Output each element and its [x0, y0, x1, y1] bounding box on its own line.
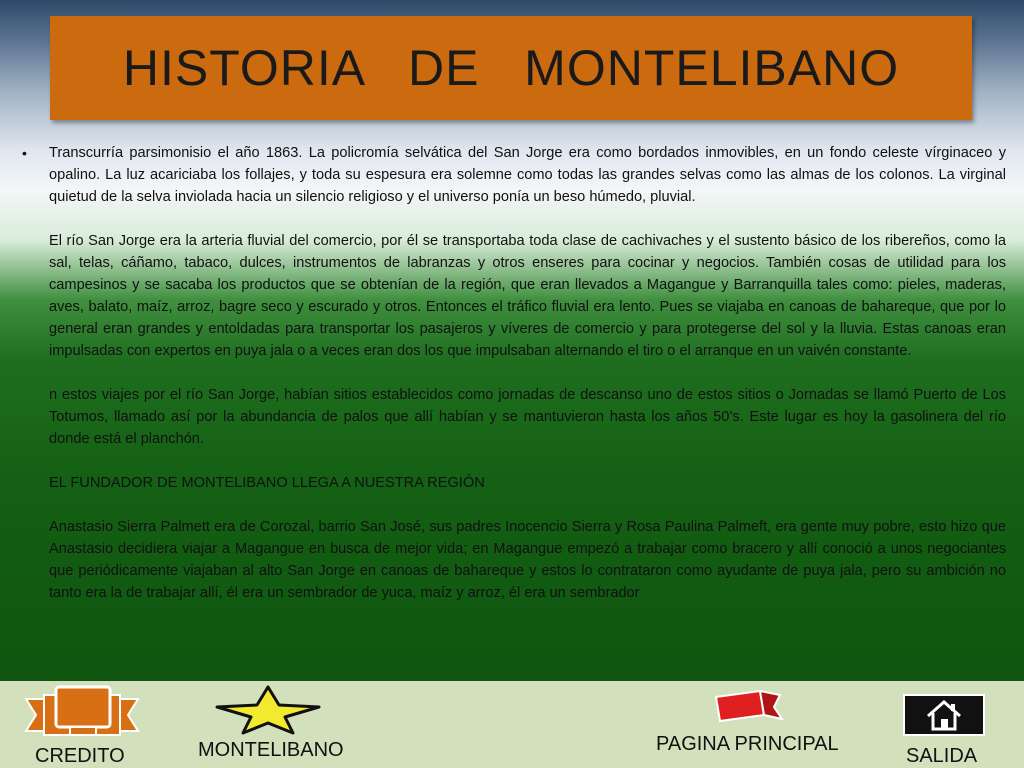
- paragraph: Transcurría parsimonisio el año 1863. La policromía selvática del San Jorge era como bordados inmovibles, en un fondo celeste vírginaceo y opalino. La luz acariciaba los follajes, y toda su espesura era solemne como todas las grandes selvas como las almas de los colonos. La virginal quietud de la selva inviolada hacia un silencio religioso y el universo ponía un beso húmedo, pluvial.: [49, 145, 1006, 205]
- credito-label: CREDITO: [35, 745, 125, 767]
- paragraph: El río San Jorge era la arteria fluvial del comercio, por él se transportaba toda clase de cachivaches y el sustento básico de los ribereños, como la sal, telas, cáñamo, tabaco, dulces, instrumentos de labranzas y otros enseres para cocinar y negocios. También cosas de utilidad para los campesinos y se sacaba los productos que se obtenían de la región, que eran llevados a Magangue y Barranquilla tales como: pieles, maderas, aves, balato, maíz, arroz, bagre seco y escurado y otros. Entonces el tráfico fluvial era lento. Pues se viajaba en canoas de bahareque, que por lo general eran grandes y entoldadas para transportar los pasajeros y víveres de comercio y para protegerse del sol y la lluvia. Estas canoas eran impulsadas con expertos en puya jala o a veces eran dos los que impulsaban alternando el tiro o el arranque en un vaivén constante.: [49, 233, 1006, 359]
- ribbon-monitor-icon: [22, 685, 142, 745]
- flag-icon: [712, 687, 784, 727]
- paragraph-list: [49, 142, 1006, 604]
- star-icon: [213, 685, 323, 735]
- pagina-principal-label: PAGINA PRINCIPAL: [656, 733, 839, 755]
- content-area: [22, 142, 1006, 604]
- title-banner: [50, 16, 972, 120]
- montelibano-button[interactable]: [190, 681, 370, 768]
- page-title: HISTORIA DE MONTELIBANO: [122, 40, 900, 96]
- salida-button[interactable]: [895, 681, 995, 768]
- paragraph: n estos viajes por el río San Jorge, habían sitios establecidos como jornadas de descanso uno de estos sitios o Jornadas se llamó Puerto de Los Totumos, llamado así por la abundancia de palos que allí habían y se mantuvieron hasta los años 50’s. Este lugar es hoy la gasolinera del río donde está el planchón.: [49, 387, 1006, 447]
- paragraph: Anastasio Sierra Palmett era de Corozal, barrio San José, sus padres Inocencio Sierra y Rosa Paulina Palmeft, era gente muy pobre, esto hizo que Anastasio decidiera viajar a Magangue en busca de mejor vida; en Magangue empezó a trabajar como bracero y allí conoció a unos negociantes que periódicamente viajaban al alto San Jorge en canoas de bahareque y estos lo contrataron como ayudante de puya jala, pero su ambición no tanto era la de trabajar allí, él era un sembrador de yuca, maíz y arroz, él era un sembrador: [49, 519, 1006, 601]
- pagina-principal-button[interactable]: [650, 681, 860, 768]
- montelibano-label: MONTELIBANO: [198, 739, 344, 761]
- footer-nav-bar: [0, 681, 1024, 768]
- salida-label: SALIDA: [906, 745, 978, 767]
- home-icon-box: [903, 694, 985, 736]
- home-icon: [924, 698, 964, 732]
- credito-button[interactable]: [20, 681, 150, 768]
- bullet-marker: •: [22, 145, 27, 161]
- paragraph-heading: EL FUNDADOR DE MONTELIBANO LLEGA A NUESTRA REGIÓN: [49, 475, 485, 491]
